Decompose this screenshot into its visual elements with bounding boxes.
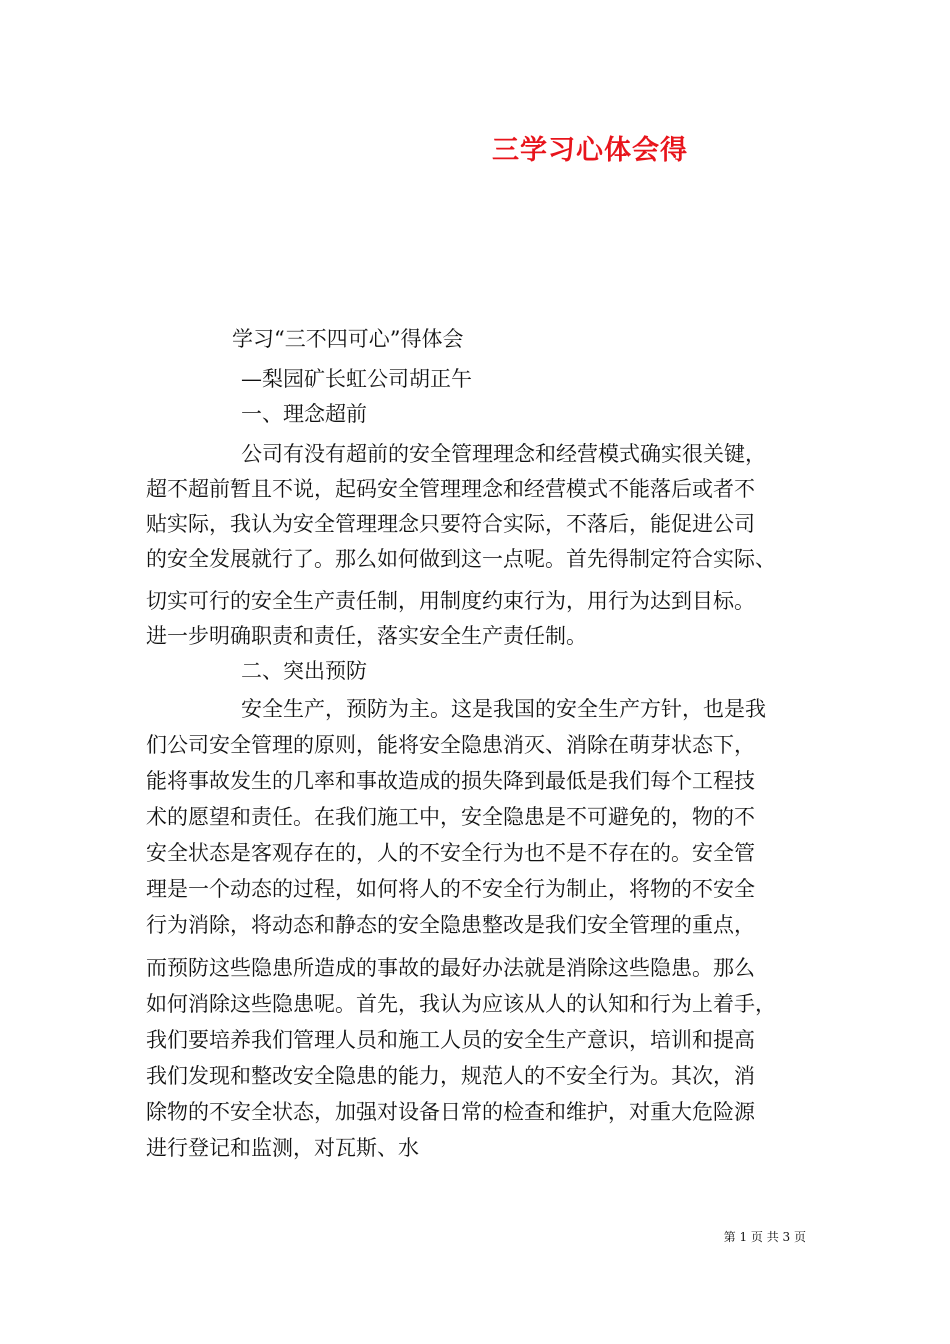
- paragraph-line: 切实可行的安全生产责任制，用制度约束行为，用行为达到目标。: [146, 589, 755, 613]
- paragraph-line: 行为消除，将动态和静态的安全隐患整改是我们安全管理的重点，: [146, 913, 755, 937]
- page-number-footer: 第 1 页 共 3 页: [723, 1230, 806, 1244]
- paragraph-line: 如何消除这些隐患呢。首先，我认为应该从人的认知和行为上着手，: [146, 992, 776, 1016]
- paragraph-line: 的安全发展就行了。那么如何做到这一点呢。首先得制定符合实际、: [146, 547, 776, 571]
- paragraph-line: 进行登记和监测，对瓦斯、水: [146, 1136, 419, 1160]
- paragraph-line: 超不超前暂且不说，起码安全管理理念和经营模式不能落后或者不: [146, 477, 755, 501]
- paragraph-line: 公司有没有超前的安全管理理念和经营模式确实很关键，: [241, 442, 766, 466]
- paragraph-line: 理是一个动态的过程，如何将人的不安全行为制止，将物的不安全: [146, 877, 755, 901]
- paragraph-line: 我们要培养我们管理人员和施工人员的安全生产意识，培训和提高: [146, 1028, 755, 1052]
- article-heading: 学习“三不四可心”得体会: [232, 327, 464, 351]
- paragraph-line: 能将事故发生的几率和事故造成的损失降到最低是我们每个工程技: [146, 769, 755, 793]
- paragraph-line: 我们发现和整改安全隐患的能力，规范人的不安全行为。其次，消: [146, 1064, 755, 1088]
- paragraph-line: 安全状态是客观存在的，人的不安全行为也不是不存在的。安全管: [146, 841, 755, 865]
- document-title: 三学习心体会得: [492, 135, 688, 166]
- paragraph-line: 安全生产，预防为主。这是我国的安全生产方针，也是我: [241, 697, 766, 721]
- paragraph-line: 除物的不安全状态，加强对设备日常的检查和维护，对重大危险源: [146, 1100, 755, 1124]
- paragraph-line: 术的愿望和责任。在我们施工中，安全隐患是不可避免的，物的不: [146, 805, 755, 829]
- author-line: —梨园矿长虹公司胡正午: [241, 367, 472, 391]
- section-heading: 一、理念超前: [241, 402, 367, 426]
- section-heading: 二、突出预防: [241, 659, 367, 683]
- paragraph-line: 贴实际，我认为安全管理理念只要符合实际，不落后，能促进公司: [146, 512, 755, 536]
- paragraph-line: 进一步明确职责和责任，落实安全生产责任制。: [146, 624, 587, 648]
- paragraph-line: 们公司安全管理的原则，能将安全隐患消灭、消除在萌芽状态下，: [146, 733, 755, 757]
- paragraph-line: 而预防这些隐患所造成的事故的最好办法就是消除这些隐患。那么: [146, 956, 755, 980]
